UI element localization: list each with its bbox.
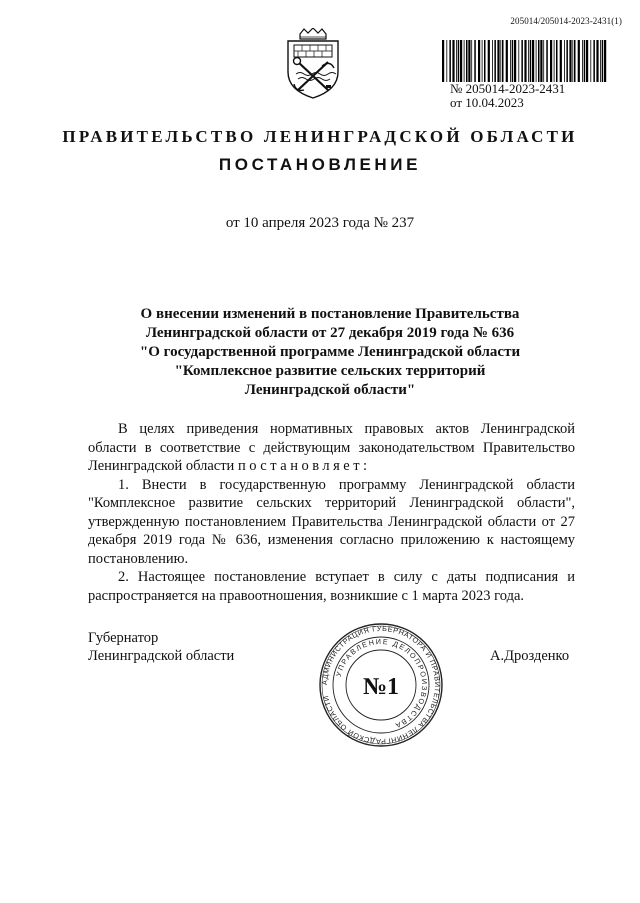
- barcode-bar: [586, 40, 588, 82]
- barcode-bar: [532, 40, 534, 82]
- coat-of-arms-icon: [282, 28, 344, 100]
- barcode-bar: [593, 40, 595, 82]
- document-type-title: ПОСТАНОВЛЕНИЕ: [218, 155, 422, 174]
- barcode-bar: [574, 40, 576, 82]
- barcode-bar: [512, 40, 514, 82]
- barcode-bar: [464, 40, 465, 82]
- barcode-bar: [449, 40, 451, 82]
- barcode-bar: [572, 40, 573, 82]
- government-title: ПРАВИТЕЛЬСТВО ЛЕНИНГРАДСКОЙ ОБЛАСТИ: [62, 127, 578, 146]
- barcode-bar: [564, 40, 565, 82]
- document-code: 205014/205014-2023-2431(1): [510, 16, 622, 26]
- intro-paragraph: [88, 420, 575, 476]
- item-2-paragraph: 2. Настоящее постановление вступает в силу с даты подписания и распространяется на правоотношения, возникшие с 1 марта 2023 года.: [88, 569, 575, 604]
- barcode-bar: [604, 40, 606, 82]
- barcode-bar: [546, 40, 548, 82]
- barcode-bar: [502, 40, 504, 82]
- barcode-bar: [528, 40, 529, 82]
- barcode-bar: [484, 40, 486, 82]
- barcode-bar: [506, 40, 508, 82]
- subject-line: "О государственной программе Ленинградской области: [139, 344, 521, 360]
- decree-subject: [100, 305, 560, 400]
- signatory-name: А.Дрозденко: [490, 648, 570, 664]
- barcode-bar: [518, 40, 519, 82]
- barcode-bar: [466, 40, 468, 82]
- seal-outer-text: АДМИНИСТРАЦИЯ ГУБЕРНАТОРА И ПРАВИТЕЛЬСТВА ЛЕНИНГРАДСКОЙ ОБЛАСТИ: [319, 623, 443, 747]
- barcode-bar: [596, 40, 598, 82]
- item-1-paragraph: 1. Внести в государственную программу Ленинградской области "Комплексное развитие сельских территорий Ленинградской области", утвержденную постановлением Правительства Ленинградской области от 27 декабря 2019 года № 636, изменения согласно приложению к настоящему постановлению.: [88, 476, 575, 567]
- barcode-bar: [524, 40, 526, 82]
- official-seal-stamp: [318, 622, 444, 748]
- barcode-bar: [554, 40, 555, 82]
- decree-date: от 10 апреля 2023 года № 237: [225, 215, 415, 231]
- barcode-bar: [521, 40, 523, 82]
- barcode-bar: [550, 40, 552, 82]
- barcode-bar: [602, 40, 604, 82]
- barcode-bar: [492, 40, 493, 82]
- barcode-bar: [536, 40, 537, 82]
- barcode-bar: [590, 40, 591, 82]
- barcode-bar: [494, 40, 496, 82]
- barcode-bar: [560, 40, 562, 82]
- barcode-bar: [456, 40, 457, 82]
- barcode-bar: [538, 40, 540, 82]
- resolves-word: постановляет:: [237, 458, 371, 474]
- barcode-bar: [468, 40, 470, 82]
- decree-body: [88, 420, 575, 605]
- subject-line: О внесении изменений в постановление Правительства: [140, 306, 520, 322]
- barcode-bar: [500, 40, 501, 82]
- barcode-bar: [497, 40, 499, 82]
- barcode-bar: [488, 40, 490, 82]
- registration-number: № 205014-2023-2431: [450, 81, 566, 96]
- barcode-bar: [458, 40, 460, 82]
- barcode-bar: [514, 40, 516, 82]
- barcode-bar: [569, 40, 571, 82]
- registration-date: от 10.04.2023: [450, 95, 524, 110]
- seal-inner-text: УПРАВЛЕНИЕ ДЕЛОПРОИЗВОДСТВА: [333, 636, 430, 731]
- intro-text: В целях приведения нормативных правовых актов Ленинградской области в соответствие с действующим законодательством Правительство Ленинградской области: [88, 421, 575, 474]
- barcode-bar: [446, 40, 447, 82]
- barcode: [440, 40, 610, 82]
- barcode-bar: [540, 40, 542, 82]
- barcode-bar: [566, 40, 568, 82]
- barcode-bar: [478, 40, 480, 82]
- barcode-bar: [578, 40, 580, 82]
- barcode-bar: [600, 40, 601, 82]
- barcode-bar: [556, 40, 558, 82]
- barcode-bar: [474, 40, 476, 82]
- barcode-bar: [582, 40, 583, 82]
- barcode-bar: [471, 40, 472, 82]
- seal-number: №1: [362, 674, 400, 700]
- barcode-bar: [460, 40, 462, 82]
- barcode-bar: [543, 40, 544, 82]
- subject-line: Ленинградской области от 27 декабря 2019 года № 636: [145, 325, 515, 341]
- barcode-bar: [510, 40, 511, 82]
- barcode-bar: [452, 40, 454, 82]
- barcode-bar: [442, 40, 444, 82]
- signatory-position: Губернатор: [88, 630, 159, 646]
- signatory-region: Ленинградской области: [88, 648, 235, 664]
- subject-line: "Комплексное развитие сельских территорий: [174, 363, 486, 379]
- barcode-bar: [482, 40, 483, 82]
- barcode-bar: [584, 40, 586, 82]
- subject-line: Ленинградской области": [244, 382, 416, 398]
- barcode-bar: [530, 40, 532, 82]
